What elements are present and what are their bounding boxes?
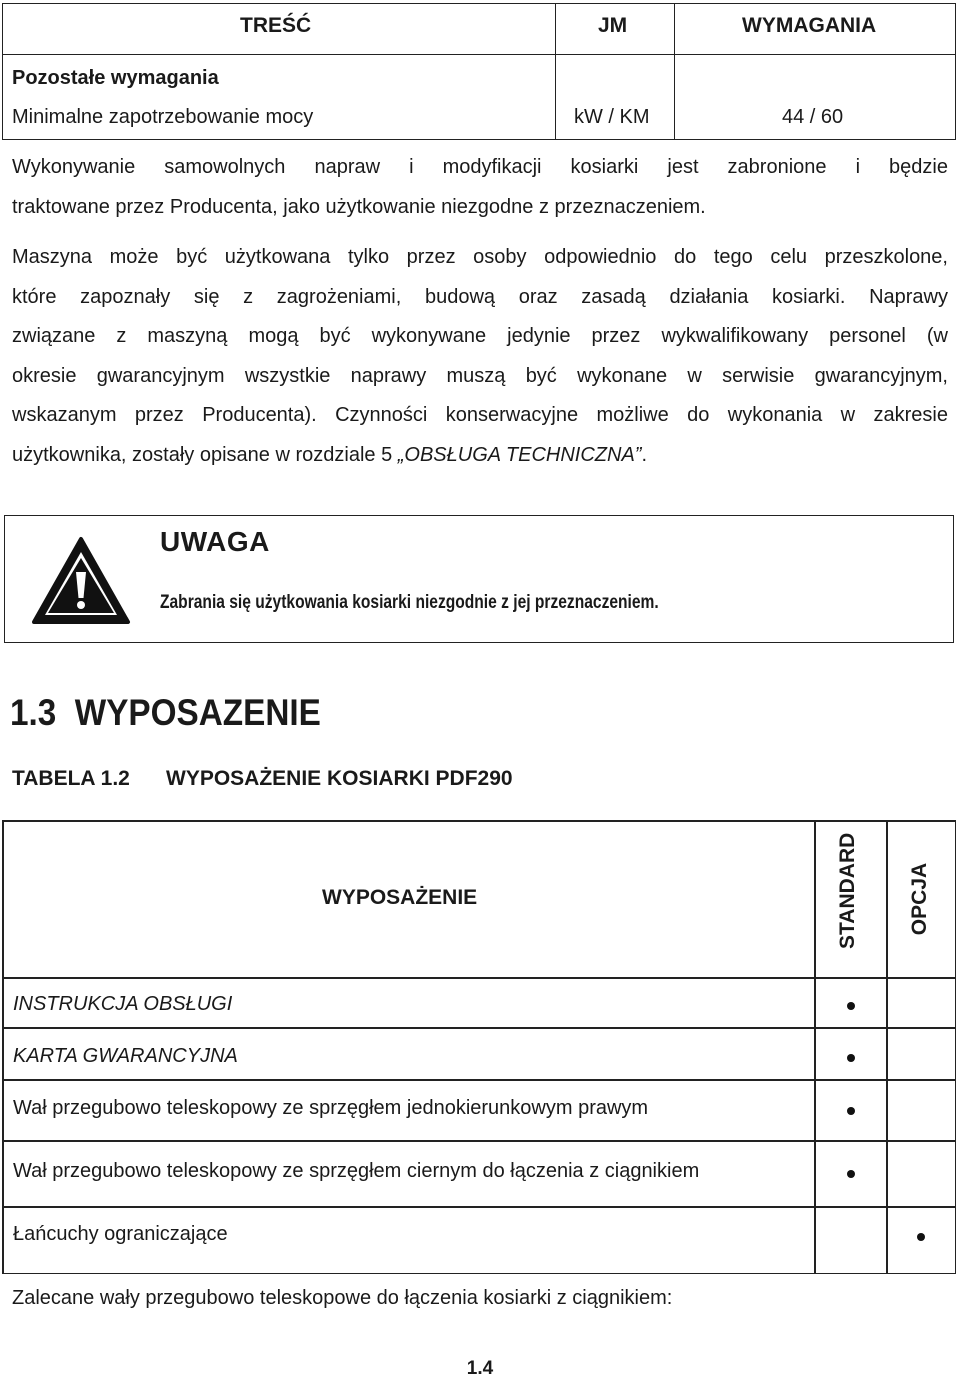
header-divider: [3, 54, 955, 55]
column-standard: STANDARD: [836, 832, 859, 949]
table-number: TABELA 1.2: [12, 767, 130, 790]
standard-mark: [847, 1054, 855, 1062]
header-requirements: WYMAGANIA: [742, 14, 877, 37]
power-label: Minimalne zapotrzebowanie mocy: [12, 106, 314, 128]
row-label-chains: Łańcuchy ograniczające: [13, 1223, 228, 1245]
standard-mark: [847, 1170, 855, 1178]
warning-text: Zabrania się użytkowania kosiarki niezgodnie z jej przeznaczeniem.: [160, 592, 659, 613]
power-value: 44 / 60: [782, 106, 844, 128]
power-unit: kW / KM: [574, 106, 650, 128]
header-content: TREŚĆ: [240, 14, 312, 37]
paragraph-line: traktowane przez Producenta, jako użytkowanie niezgodne z przeznaczeniem.: [12, 195, 706, 218]
header-unit: JM: [598, 14, 628, 37]
paragraph-modifications: [12, 148, 948, 227]
paragraph-line: okresie gwarancyjnym wszystkie naprawy muszą być wykonane w serwisie gwarancyjnym,: [12, 364, 948, 387]
paragraph-period: .: [641, 443, 648, 466]
section-title: Pozostałe wymagania: [12, 67, 219, 89]
section-heading: 1.3 WYPOSAZENIE: [10, 692, 321, 733]
paragraph-line-last: [12, 436, 948, 476]
row-label-shaft-friction: Wał przegubowo teleskopowy ze sprzęgłem ciernym do łączenia z ciągnikiem: [13, 1160, 700, 1182]
column-divider: [674, 4, 675, 139]
recommended-shafts-text: Zalecane wały przegubowo teleskopowe do łączenia kosiarki z ciągnikiem:: [12, 1287, 673, 1309]
column-divider: [555, 4, 556, 139]
row-divider: [2, 1027, 956, 1029]
paragraph-line: związane z maszyną mogą być wykonywane jedynie przez wykwalifikowany personel (w: [12, 325, 948, 347]
row-divider: [2, 1140, 956, 1142]
table-border: [2, 1273, 956, 1275]
standard-mark: [847, 1002, 855, 1010]
row-divider: [2, 977, 956, 979]
paragraph-text: użytkownika, zostały opisane w rozdziale 5: [12, 443, 398, 466]
option-mark: [917, 1233, 925, 1241]
chapter-reference: „OBSŁUGA TECHNICZNA”: [397, 443, 642, 466]
row-divider: [2, 1079, 956, 1081]
standard-mark: [847, 1107, 855, 1115]
row-label-shaft-oneway: Wał przegubowo teleskopowy ze sprzęgłem jednokierunkowym prawym: [13, 1097, 649, 1119]
warning-triangle-icon: [31, 536, 131, 626]
paragraph-line: wskazanym przez Producenta). Czynności konserwacyjne możliwe do wykonania w zakresie: [12, 404, 948, 426]
warning-title: UWAGA: [160, 526, 270, 557]
row-divider: [2, 1206, 956, 1208]
equipment-header: WYPOSAŻENIE: [322, 886, 478, 909]
table-border: [2, 820, 956, 822]
page-number: 1.4: [466, 1358, 494, 1379]
paragraph-operators: [12, 238, 948, 475]
paragraph-line: Maszyna może być użytkowana tylko przez osoby odpowiednio do tego celu przeszkolone,: [12, 246, 948, 268]
row-label-warranty: KARTA GWARANCYJNA: [13, 1045, 238, 1067]
table-title: WYPOSAŻENIE KOSIARKI PDF290: [166, 767, 513, 790]
paragraph-line: Wykonywanie samowolnych napraw i modyfikacji kosiarki jest zabronione i będzie: [12, 156, 948, 178]
column-option: OPCJA: [908, 862, 931, 936]
row-label-manual: INSTRUKCJA OBSŁUGI: [13, 993, 233, 1015]
paragraph-line: które zapoznały się z zagrożeniami, budową oraz zasadą działania kosiarki. Naprawy: [12, 285, 948, 308]
warning-box: [4, 515, 954, 643]
